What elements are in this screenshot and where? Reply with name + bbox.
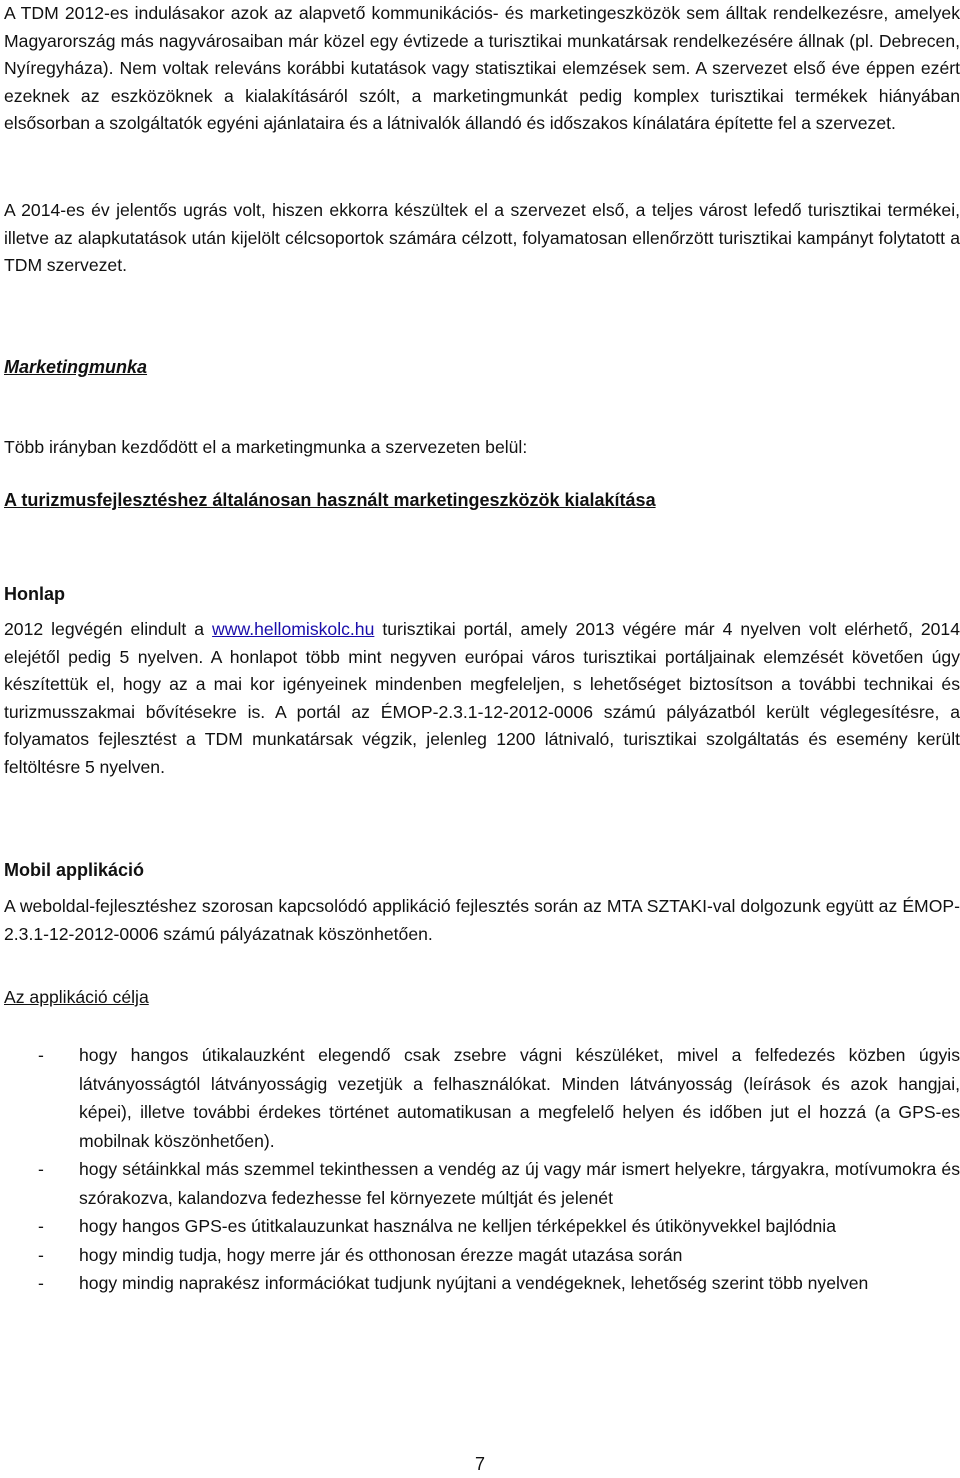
app-goal-list [4, 1041, 960, 1298]
list-item-text: hogy mindig tudja, hogy merre jár és otthonosan érezze magát utazása során [79, 1244, 683, 1265]
honlap-text-after: turisztikai portál, amely 2013 végére már 4 nyelven volt elérhető, 2014 elejétől pedig 5 nyelven. A honlapot több mint negyven európai város turisztikai portáljainak elemzését követően úgy készítettük el, hogy az a mai kor igényeinek mindenben megfeleljen, s lehetőséget biztosítson a további technikai és turizmusszakmai bővítésekre is. A portál az ÉMOP-2.3.1-12-2012-0006 számú pályázatból került véglegesítésre, a folyamatos fejlesztést a TDM munkatársak végzik, jelenleg 1200 látnivaló, turisztikai szolgáltatás és esemény került feltöltésre 5 nyelven. [4, 619, 960, 777]
intro-paragraph-part2: A szervezet első éve éppen ezért ezeknek az eszközöknek a kialakításáról szólt, a marketingmunkát pedig komplex turisztikai termékek hiányában elsősorban a szolgáltatók egyéni ajánlataira és a látnivalók állandó és időszakos kínálatára építette fel a szervezet. [4, 58, 960, 133]
bullet-marker: - [38, 1045, 44, 1065]
list-item-text: hogy mindig naprakész információkat tudjunk nyújtani a vendégeknek, lehetőség szerint több nyelven [79, 1273, 869, 1293]
hellomiskolc-link[interactable]: www.hellomiskolc.hu [212, 619, 375, 639]
list-item [4, 1241, 960, 1270]
honlap-heading: Honlap [4, 584, 65, 604]
year-2014-paragraph: A 2014-es év jelentős ugrás volt, hiszen ekkorra készültek el a szervezet első, a teljes várost lefedő turisztikai termékei, illetve az alapkutatások után kijelölt célcsoportok számára célzott, folyamatosan ellenőrzött turisztikai kampányt folytatott a TDM szervezet. [4, 200, 960, 275]
list-item [4, 1269, 960, 1298]
bullet-marker: - [38, 1216, 44, 1236]
honlap-paragraph [4, 616, 960, 781]
bullet-marker: - [38, 1159, 44, 1179]
list-item-text: hogy hangos GPS-es útitkalauzunkat használva ne kelljen térképekkel és útikönyvekkel bajlódnia [79, 1216, 836, 1236]
list-item-text: hogy sétáinkkal más szemmel tekinthessen a vendég az új vagy már ismert helyekre, tárgyakra, motívumokra és szórakozva, kalandozva fedezhesse fel környezete múltját és jelenét [79, 1159, 960, 1208]
page-number: 7 [474, 1454, 485, 1474]
marketing-heading: Marketingmunka [4, 357, 148, 377]
marketing-intro: Több irányban kezdődött el a marketingmunka a szervezeten belül: [4, 437, 528, 457]
list-item [4, 1212, 960, 1241]
mobil-heading: Mobil applikáció [4, 860, 145, 880]
list-item [4, 1041, 960, 1155]
mobil-paragraph: A weboldal-fejlesztéshez szorosan kapcsolódó applikáció fejlesztés során az MTA SZTAKI-val dolgozunk együtt az ÉMOP-2.3.1-12-2012-0006 számú pályázatnak köszönhetően. [4, 896, 960, 944]
app-goal-heading: Az applikáció célja [4, 987, 149, 1007]
honlap-text-before: 2012 legvégén elindult a [4, 619, 213, 639]
tools-heading: A turizmusfejlesztéshez általánosan használt marketingeszközök kialakítása [4, 490, 656, 510]
bullet-marker: - [38, 1273, 44, 1293]
list-item [4, 1155, 960, 1212]
list-item-text: hogy hangos útikalauzként elegendő csak zsebre vágni készüléket, mivel a felfedezés közben úgyis látványosságtól látványosságig vezetjük a felhasználókat. Minden látványosság (leírások és azok hangjai, képei), illetve további érdekes történet automatikusan a megfelelő helyen és időben jut el hozzá (a GPS-es mobilnak köszönhetően). [79, 1045, 960, 1151]
intro-paragraph-part1: A TDM 2012-es indulásakor azok az alapvető kommunikációs- és marketingeszközök sem álltak rendelkezésre, amelyek Magyarország más nagyvárosaiban már közel egy évtizede a turisztikai munkatársak rendelkezésére állnak (pl. Debrecen, Nyíregyháza). Nem voltak releváns korábbi kutatások vagy statisztikai elemzések sem. [4, 3, 960, 78]
bullet-marker: - [38, 1244, 44, 1265]
intro-paragraph [4, 0, 960, 138]
